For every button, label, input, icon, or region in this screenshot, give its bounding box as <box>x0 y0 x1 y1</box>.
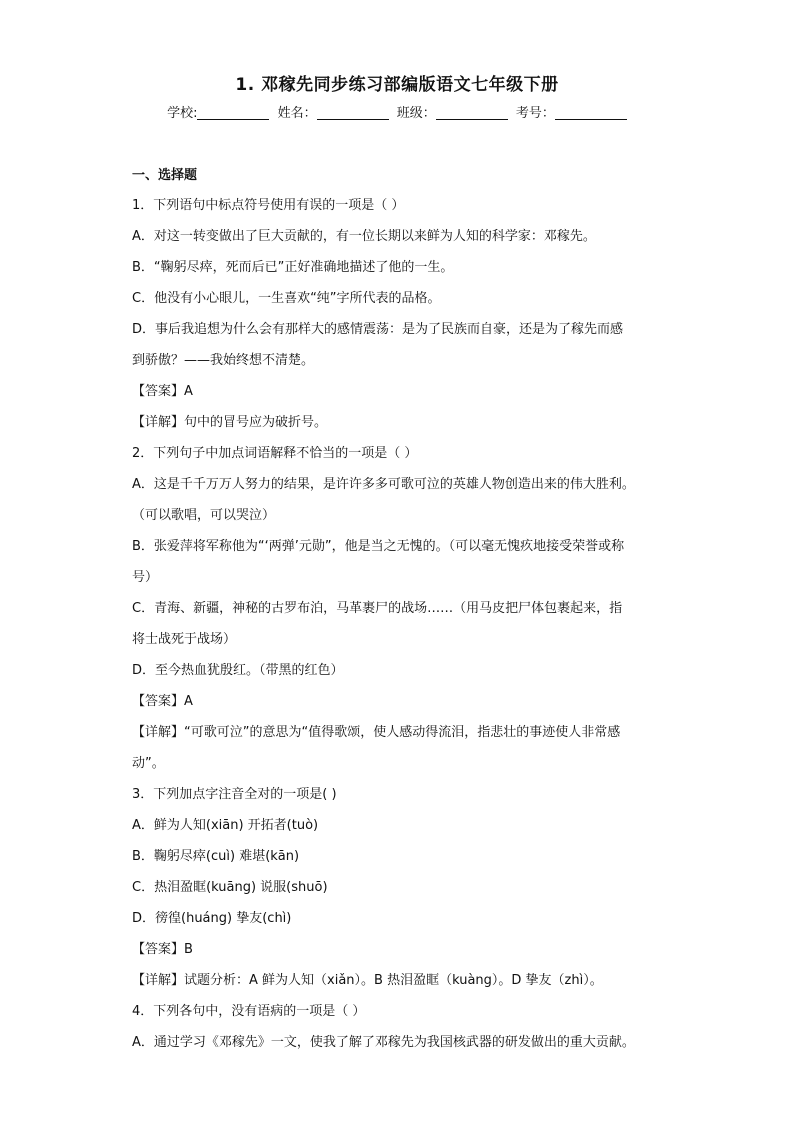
school-field <box>167 102 269 121</box>
class-field <box>397 102 508 121</box>
question-1-option-b: B．“鞠躬尽瘁，死而后已”正好准确地描述了他的一生。 <box>132 260 454 275</box>
name-blank <box>317 105 389 120</box>
question-3-stem: 3．下列加点字注音全对的一项是( ) <box>132 787 337 802</box>
question-2-option-b: B．张爱萍将军称他为“‘两弹’元勋”，他是当之无愧的。（可以毫无愧疚地接受荣誉或称 <box>132 539 625 554</box>
question-1-option-d-cont: 到骄傲？——我始终想不清楚。 <box>132 353 315 368</box>
question-3-option-b: B．鞠躬尽瘁(cuì) 难堪(kān) <box>132 849 300 864</box>
school-label: 学校: <box>167 106 198 121</box>
exam-number-label: 考号： <box>515 106 555 121</box>
school-blank <box>197 105 269 120</box>
question-4-stem: 4．下列各句中，没有语病的一项是（ ） <box>132 1004 366 1019</box>
document-body <box>132 162 672 1058</box>
question-4-option-a: A．通过学习《邓稼先》一文，使我了解了邓稼先为我国核武器的研发做出的重大贡献。 <box>132 1035 635 1050</box>
question-2-explanation: 【详解】“可歌可泣”的意思为“值得歌颂，使人感动得流泪，指悲壮的事迹使人非常感 <box>132 725 621 740</box>
section-heading: 一、选择题 <box>132 168 198 183</box>
question-3-option-d: D．徬徨(huáng) 挚友(chì) <box>132 911 292 926</box>
document-title: 1. 邓稼先同步练习部编版语文七年级下册 <box>235 75 559 95</box>
question-1-option-a: A．对这一转变做出了巨大贡献的，有一位长期以来鲜为人知的科学家：邓稼先。 <box>132 229 596 244</box>
question-2-option-b-cont: 号） <box>132 570 159 585</box>
exam-number-blank <box>555 105 627 120</box>
name-field <box>278 102 389 121</box>
question-2-answer: 【答案】A <box>132 694 193 709</box>
question-1-option-d: D．事后我追想为什么会有那样大的感情震荡：是为了民族而自豪，还是为了稼先而感 <box>132 322 624 337</box>
question-2-option-c: C．青海、新疆，神秘的古罗布泊，马革裹尸的战场……（用马皮把尸体包裹起来，指 <box>132 601 623 616</box>
student-info-row <box>0 102 794 121</box>
question-1-answer: 【答案】A <box>132 384 193 399</box>
question-3-option-c: C．热泪盈眶(kuāng) 说服(shuō) <box>132 880 328 895</box>
question-1-explanation: 【详解】句中的冒号应为破折号。 <box>132 415 328 430</box>
name-label: 姓名： <box>277 106 317 121</box>
class-label: 班级： <box>396 106 436 121</box>
question-3-explanation: 【详解】试题分析：A 鲜为人知（xiǎn）。B 热泪盈眶（kuàng）。D 挚友（zhì）。 <box>132 973 603 988</box>
question-2-option-d: D．至今热血犹殷红。（带黑的红色） <box>132 663 344 678</box>
question-3-answer: 【答案】B <box>132 942 193 957</box>
question-2-option-a-cont: （可以歌唱，可以哭泣） <box>132 508 276 523</box>
question-2-option-a: A．这是千千万万人努力的结果，是许许多多可歌可泣的英雄人物创造出来的伟大胜利。 <box>132 477 635 492</box>
question-2-explanation-cont: 动”。 <box>132 756 165 771</box>
exam-number-field <box>516 102 627 121</box>
question-1-option-c: C．他没有小心眼儿，一生喜欢“纯”字所代表的品格。 <box>132 291 441 306</box>
question-1-stem: 1．下列语句中标点符号使用有误的一项是（ ） <box>132 198 405 213</box>
question-3-option-a: A．鲜为人知(xiān) 开拓者(tuò) <box>132 818 319 833</box>
class-blank <box>436 105 508 120</box>
question-2-stem: 2．下列句子中加点词语解释不恰当的一项是（ ） <box>132 446 418 461</box>
question-2-option-c-cont: 将士战死于战场） <box>132 632 237 647</box>
